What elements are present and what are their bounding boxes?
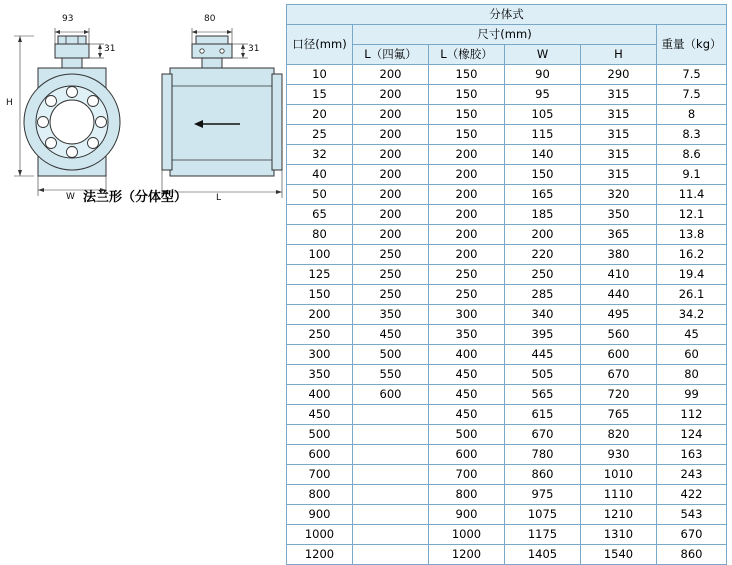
cell-r4-c1: 200 — [353, 145, 429, 165]
cell-r6-c3: 165 — [505, 185, 581, 205]
cell-r7-c1: 200 — [353, 205, 429, 225]
cell-r0-c0: 10 — [287, 65, 353, 85]
cell-r5-c4: 315 — [581, 165, 657, 185]
cell-r0-c2: 150 — [429, 65, 505, 85]
cell-r17-c3: 615 — [505, 405, 581, 425]
cell-r22-c3: 1075 — [505, 505, 581, 525]
cell-r16-c3: 565 — [505, 385, 581, 405]
cell-r24-c1 — [353, 545, 429, 565]
dim-label-side-length: L — [216, 193, 222, 203]
cell-r18-c0: 500 — [287, 425, 353, 445]
dim-label-front-height: H — [6, 98, 13, 108]
table-row — [287, 105, 727, 125]
cell-r24-c3: 1405 — [505, 545, 581, 565]
cell-r8-c1: 200 — [353, 225, 429, 245]
cell-r8-c4: 365 — [581, 225, 657, 245]
cell-r4-c5: 8.6 — [657, 145, 727, 165]
cell-r3-c3: 115 — [505, 125, 581, 145]
dim-label-side-top-width: 80 — [204, 14, 216, 24]
cell-r16-c0: 400 — [287, 385, 353, 405]
cell-r0-c3: 90 — [505, 65, 581, 85]
cell-r9-c1: 250 — [353, 245, 429, 265]
table-title: 分体式 — [287, 5, 727, 25]
cell-r20-c5: 243 — [657, 465, 727, 485]
cell-r21-c1 — [353, 485, 429, 505]
cell-r6-c2: 200 — [429, 185, 505, 205]
cell-r11-c0: 150 — [287, 285, 353, 305]
cell-r22-c0: 900 — [287, 505, 353, 525]
dim-label-front-top-height: 31 — [104, 44, 116, 54]
cell-r16-c5: 99 — [657, 385, 727, 405]
cell-r3-c4: 315 — [581, 125, 657, 145]
cell-r21-c2: 800 — [429, 485, 505, 505]
dim-label-front-top-width: 93 — [62, 14, 74, 24]
cell-r12-c0: 200 — [287, 305, 353, 325]
table-row — [287, 245, 727, 265]
table-row — [287, 385, 727, 405]
cell-r21-c0: 800 — [287, 485, 353, 505]
cell-r4-c4: 315 — [581, 145, 657, 165]
table-row — [287, 165, 727, 185]
cell-r8-c5: 13.8 — [657, 225, 727, 245]
cell-r2-c1: 200 — [353, 105, 429, 125]
cell-r24-c4: 1540 — [581, 545, 657, 565]
cell-r1-c1: 200 — [353, 85, 429, 105]
table-row — [287, 465, 727, 485]
cell-r3-c5: 8.3 — [657, 125, 727, 145]
table-row — [287, 205, 727, 225]
cell-r19-c1 — [353, 445, 429, 465]
cell-r18-c5: 124 — [657, 425, 727, 445]
diagram-panel — [0, 0, 284, 554]
cell-r6-c5: 11.4 — [657, 185, 727, 205]
cell-r5-c5: 9.1 — [657, 165, 727, 185]
cell-r3-c0: 25 — [287, 125, 353, 145]
cell-r23-c2: 1000 — [429, 525, 505, 545]
cell-r15-c2: 450 — [429, 365, 505, 385]
cell-r4-c2: 200 — [429, 145, 505, 165]
cell-r13-c5: 45 — [657, 325, 727, 345]
cell-r20-c2: 700 — [429, 465, 505, 485]
cell-r12-c4: 495 — [581, 305, 657, 325]
cell-r11-c4: 440 — [581, 285, 657, 305]
cell-r14-c3: 445 — [505, 345, 581, 365]
side-view-group — [162, 28, 282, 198]
cell-r9-c5: 16.2 — [657, 245, 727, 265]
subheader-0: L（四氟） — [353, 45, 429, 65]
cell-r14-c2: 400 — [429, 345, 505, 365]
cell-r22-c4: 1210 — [581, 505, 657, 525]
cell-r15-c5: 80 — [657, 365, 727, 385]
cell-r17-c0: 450 — [287, 405, 353, 425]
cell-r10-c0: 125 — [287, 265, 353, 285]
cell-r5-c1: 200 — [353, 165, 429, 185]
cell-r10-c2: 250 — [429, 265, 505, 285]
cell-r14-c5: 60 — [657, 345, 727, 365]
cell-r9-c3: 220 — [505, 245, 581, 265]
cell-r24-c0: 1200 — [287, 545, 353, 565]
spec-table — [286, 4, 727, 565]
table-row — [287, 545, 727, 565]
cell-r2-c5: 8 — [657, 105, 727, 125]
cell-r24-c2: 1200 — [429, 545, 505, 565]
cell-r8-c3: 200 — [505, 225, 581, 245]
cell-r9-c2: 200 — [429, 245, 505, 265]
cell-r5-c2: 200 — [429, 165, 505, 185]
cell-r7-c3: 185 — [505, 205, 581, 225]
cell-r17-c1 — [353, 405, 429, 425]
cell-r11-c1: 250 — [353, 285, 429, 305]
cell-r19-c3: 780 — [505, 445, 581, 465]
cell-r9-c4: 380 — [581, 245, 657, 265]
table-row — [287, 425, 727, 445]
cell-r0-c1: 200 — [353, 65, 429, 85]
cell-r18-c2: 500 — [429, 425, 505, 445]
cell-r22-c1 — [353, 505, 429, 525]
cell-r16-c1: 600 — [353, 385, 429, 405]
cell-r1-c2: 150 — [429, 85, 505, 105]
cell-r1-c0: 15 — [287, 85, 353, 105]
cell-r19-c2: 600 — [429, 445, 505, 465]
cell-r7-c2: 200 — [429, 205, 505, 225]
cell-r9-c0: 100 — [287, 245, 353, 265]
table-row — [287, 65, 727, 85]
cell-r14-c0: 300 — [287, 345, 353, 365]
cell-r10-c3: 250 — [505, 265, 581, 285]
cell-r1-c5: 7.5 — [657, 85, 727, 105]
subheader-3: H — [581, 45, 657, 65]
cell-r14-c1: 500 — [353, 345, 429, 365]
cell-r6-c4: 320 — [581, 185, 657, 205]
cell-r6-c1: 200 — [353, 185, 429, 205]
table-row — [287, 345, 727, 365]
cell-r13-c3: 395 — [505, 325, 581, 345]
cell-r17-c4: 765 — [581, 405, 657, 425]
cell-r2-c2: 150 — [429, 105, 505, 125]
cell-r21-c3: 975 — [505, 485, 581, 505]
cell-r18-c4: 820 — [581, 425, 657, 445]
cell-r19-c5: 163 — [657, 445, 727, 465]
cell-r4-c3: 140 — [505, 145, 581, 165]
table-row — [287, 125, 727, 145]
cell-r10-c4: 410 — [581, 265, 657, 285]
cell-r7-c4: 350 — [581, 205, 657, 225]
table-row — [287, 525, 727, 545]
cell-r23-c4: 1310 — [581, 525, 657, 545]
cell-r2-c3: 105 — [505, 105, 581, 125]
cell-r19-c4: 930 — [581, 445, 657, 465]
cell-r17-c2: 450 — [429, 405, 505, 425]
cell-r20-c0: 700 — [287, 465, 353, 485]
cell-r2-c4: 315 — [581, 105, 657, 125]
subheader-1: L（橡胶） — [429, 45, 505, 65]
cell-r23-c1 — [353, 525, 429, 545]
diagram-caption: 法兰形（分体型） — [82, 190, 187, 205]
spec-table-head — [287, 5, 727, 65]
cell-r16-c2: 450 — [429, 385, 505, 405]
cell-r8-c2: 200 — [429, 225, 505, 245]
cell-r13-c2: 350 — [429, 325, 505, 345]
header-dimensions: 尺寸(mm) — [353, 25, 657, 45]
cell-r8-c0: 80 — [287, 225, 353, 245]
table-row — [287, 485, 727, 505]
cell-r7-c5: 12.1 — [657, 205, 727, 225]
cell-r12-c5: 34.2 — [657, 305, 727, 325]
header-nominal-diameter: 口径(mm) — [287, 25, 353, 65]
table-row — [287, 305, 727, 325]
cell-r12-c3: 340 — [505, 305, 581, 325]
cell-r15-c4: 670 — [581, 365, 657, 385]
table-row — [287, 365, 727, 385]
cell-r23-c5: 670 — [657, 525, 727, 545]
table-row — [287, 285, 727, 305]
cell-r22-c5: 543 — [657, 505, 727, 525]
table-row — [287, 185, 727, 205]
cell-r21-c4: 1110 — [581, 485, 657, 505]
table-row — [287, 265, 727, 285]
cell-r24-c5: 860 — [657, 545, 727, 565]
dim-label-front-width: W — [66, 192, 75, 202]
table-row — [287, 405, 727, 425]
cell-r16-c4: 720 — [581, 385, 657, 405]
cell-r21-c5: 422 — [657, 485, 727, 505]
cell-r19-c0: 600 — [287, 445, 353, 465]
cell-r4-c0: 32 — [287, 145, 353, 165]
cell-r12-c2: 300 — [429, 305, 505, 325]
flowmeter-diagram-svg — [0, 0, 284, 554]
table-row — [287, 505, 727, 525]
table-group-header-row — [287, 25, 727, 45]
cell-r7-c0: 65 — [287, 205, 353, 225]
table-row — [287, 445, 727, 465]
cell-r3-c2: 150 — [429, 125, 505, 145]
cell-r17-c5: 112 — [657, 405, 727, 425]
subheader-2: W — [505, 45, 581, 65]
cell-r10-c1: 250 — [353, 265, 429, 285]
cell-r11-c2: 250 — [429, 285, 505, 305]
cell-r18-c3: 670 — [505, 425, 581, 445]
cell-r12-c1: 350 — [353, 305, 429, 325]
table-title-row — [287, 5, 727, 25]
table-row — [287, 325, 727, 345]
cell-r13-c0: 250 — [287, 325, 353, 345]
cell-r14-c4: 600 — [581, 345, 657, 365]
cell-r15-c0: 350 — [287, 365, 353, 385]
table-row — [287, 145, 727, 165]
cell-r5-c0: 40 — [287, 165, 353, 185]
cell-r13-c4: 560 — [581, 325, 657, 345]
cell-r1-c4: 315 — [581, 85, 657, 105]
cell-r11-c5: 26.1 — [657, 285, 727, 305]
cell-r3-c1: 200 — [353, 125, 429, 145]
spec-table-body — [287, 65, 727, 565]
cell-r13-c1: 450 — [353, 325, 429, 345]
cell-r0-c5: 7.5 — [657, 65, 727, 85]
cell-r2-c0: 20 — [287, 105, 353, 125]
cell-r22-c2: 900 — [429, 505, 505, 525]
header-weight: 重量（kg） — [657, 25, 727, 65]
cell-r18-c1 — [353, 425, 429, 445]
cell-r6-c0: 50 — [287, 185, 353, 205]
cell-r20-c1 — [353, 465, 429, 485]
cell-r1-c3: 95 — [505, 85, 581, 105]
cell-r23-c3: 1175 — [505, 525, 581, 545]
dim-label-side-top-height: 31 — [248, 44, 260, 54]
cell-r20-c3: 860 — [505, 465, 581, 485]
table-row — [287, 85, 727, 105]
cell-r15-c3: 505 — [505, 365, 581, 385]
cell-r15-c1: 550 — [353, 365, 429, 385]
cell-r0-c4: 290 — [581, 65, 657, 85]
cell-r23-c0: 1000 — [287, 525, 353, 545]
cell-r20-c4: 1010 — [581, 465, 657, 485]
cell-r5-c3: 150 — [505, 165, 581, 185]
spec-table-wrap — [286, 4, 726, 565]
cell-r10-c5: 19.4 — [657, 265, 727, 285]
table-row — [287, 225, 727, 245]
cell-r11-c3: 285 — [505, 285, 581, 305]
